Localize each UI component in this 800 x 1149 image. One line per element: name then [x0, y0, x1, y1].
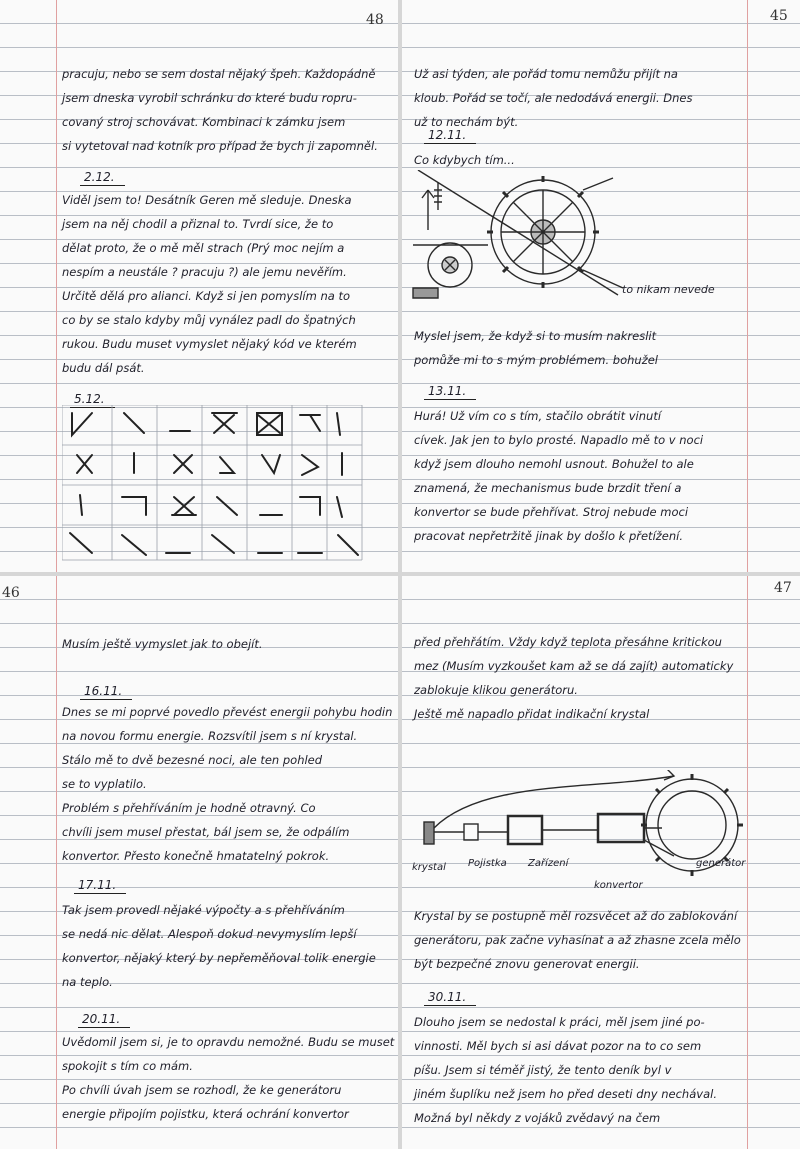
text-line: co by se stalo kdyby můj vynález padl do špatných [62, 313, 356, 327]
page-number-48: 48 [366, 12, 384, 28]
horizontal-fold [0, 572, 800, 576]
entry-date: 20.11. [78, 1012, 130, 1028]
text-line: Viděl jsem to! Desátník Geren mě sleduje. Dneska [62, 193, 352, 207]
text-line: Ještě mě napadlo přidat indikační krystal [414, 707, 650, 721]
sketch-label: to nikam nevede [622, 283, 715, 296]
text-line: Dnes se mi poprvé povedlo převést energii pohybu hodin [62, 705, 393, 719]
text-line: budu dál psát. [62, 361, 145, 375]
text-line: konvertor se bude přehřívat. Stroj nebude moci [414, 505, 689, 519]
text-line: Myslel jsem, že když si to musím nakreslit [414, 329, 657, 343]
code-symbol-grid [62, 405, 367, 565]
text-line: pracuju, nebo se sem dostal nějaký špeh. Každopádně [62, 67, 376, 81]
text-line: pracovat nepřetržitě jinak by došlo k přetížení. [414, 529, 684, 543]
text-line: jsem dneska vyrobil schránku do které budu ropru- [62, 91, 357, 105]
text-line: pomůže mi to s mým problémem. bohužel [414, 353, 659, 367]
text-line: na teplo. [62, 975, 113, 989]
text-line: píšu. Jsem si téměř jistý, že tento deník byl v [414, 1063, 672, 1077]
text-line: Hurá! Už vím co s tím, stačilo obrátit vinutí [414, 409, 662, 423]
diagram-label-krystal: krystal [412, 862, 446, 873]
entry-date: 12.11. [424, 128, 476, 144]
text-line: konvertor, nějaký který by nepřeměňoval tolik energie [62, 951, 376, 965]
page-number-45: 45 [770, 8, 788, 24]
entry-date: 17.11. [74, 878, 126, 894]
text-line: znamená, že mechanismus bude brzdit tření a [414, 481, 682, 495]
text-line: Dlouho jsem se nedostal k práci, měl jsem jiné po- [414, 1015, 705, 1029]
text-line: kloub. Pořád se točí, ale nedodává energii. Dnes [414, 91, 693, 105]
text-line: Už asi týden, ale pořád tomu nemůžu přijít na [414, 67, 678, 81]
text-line: Krystal by se postupně měl rozsvěcet až do zablokování [414, 909, 738, 923]
text-line: cívek. Jak jen to bylo prosté. Napadlo mě to v noci [414, 433, 704, 447]
text-line: Uvědomil jsem si, je to opravdu nemožné. Budu se muset [62, 1035, 395, 1049]
text-line: Po chvíli úvah jsem se rozhodl, že ke generátoru [62, 1083, 342, 1097]
text-line: covaný stroj schovávat. Kombinaci k zámku jsem [62, 115, 346, 129]
entry-date: 2.12. [80, 170, 125, 186]
text-line: energie připojím pojistku, která ochrání konvertor [62, 1107, 349, 1121]
entry-date: 13.11. [424, 384, 476, 400]
text-line: zablokuje klikou generátoru. [414, 683, 578, 697]
text-line: Tak jsem provedl nějaké výpočty a s přehříváním [62, 903, 345, 917]
entry-date: 30.11. [424, 990, 476, 1006]
text-line: před přehřátím. Vždy když teplota přesáhne kritickou [414, 635, 722, 649]
text-line: mez (Musím vyzkoušet kam až se dá zajít) automaticky [414, 659, 734, 673]
entry-date: 16.11. [80, 684, 132, 700]
diagram-label-pojistka: Pojistka [468, 858, 507, 869]
text-line: chvíli jsem musel přestat, bál jsem se, že odpálím [62, 825, 350, 839]
text-line: být bezpečné znovu generovat energii. [414, 957, 640, 971]
text-line: generátoru, pak začne vyhasínat a až zhasne zcela mělo [414, 933, 741, 947]
text-line: dělat proto, že o mě měl strach (Prý moc nejím a [62, 241, 345, 255]
text-line: se to vyplatilo. [62, 777, 147, 791]
text-line: na novou formu energie. Rozsvítil jsem s ní krystal. [62, 729, 358, 743]
text-line: jsem na něj chodil a přiznal to. Tvrdí sice, že to [62, 217, 334, 231]
entry-date: 5.12. [70, 392, 115, 408]
text-line: Možná byl někdy z vojáků zvědavý na čem [414, 1111, 661, 1125]
text-line: Musím ještě vymyslet jak to obejít. [62, 637, 263, 651]
text-line: spokojit s tím co mám. [62, 1059, 193, 1073]
text-line: Co kdybych tím... [414, 153, 515, 167]
text-line: Určitě dělá pro alianci. Když si jen pomyslím na to [62, 289, 351, 303]
text-line: nespím a neustále ? pracuju ?) ale jemu nevěřím. [62, 265, 347, 279]
text-line: jiném šuplíku než jsem ho před deseti dny nechával. [414, 1087, 717, 1101]
text-line: Stálo mě to dvě bezesné noci, ale ten pohled [62, 753, 323, 767]
text-line: se nedá nic dělat. Alespoň dokud nevymyslím lepší [62, 927, 357, 941]
text-line: konvertor. Přesto konečně hmatatelný pokrok. [62, 849, 330, 863]
text-line: už to nechám být. [414, 115, 519, 129]
text-line: když jsem dlouho nemohl usnout. Bohužel to ale [414, 457, 694, 471]
diagram-label-konvertor: konvertor [594, 880, 643, 891]
diagram-label-generator: generátor [696, 858, 746, 869]
page-number-46: 46 [2, 585, 20, 601]
text-line: si vytetoval nad kotník pro případ že bych ji zapomněl. [62, 139, 378, 153]
text-line: Problém s přehříváním je hodně otravný. Co [62, 801, 316, 815]
diagram-label-zarizeni: Zařízení [528, 858, 569, 869]
page-number-47: 47 [774, 580, 792, 596]
text-line: vinnosti. Měl bych si asi dávat pozor na to co sem [414, 1039, 702, 1053]
text-line: rukou. Budu muset vymyslet nějaký kód ve kterém [62, 337, 357, 351]
